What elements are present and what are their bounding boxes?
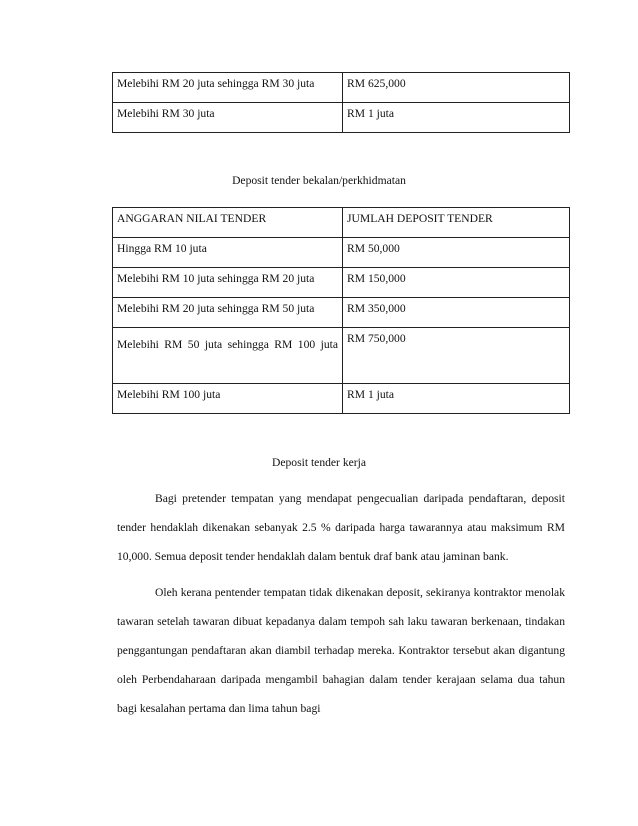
table-cell: RM 150,000 [343,268,570,298]
paragraph: Oleh kerana pentender tempatan tidak dikenakan deposit, sekiranya kontraktor menolak tawaran setelah tawaran dibuat kepadanya dalam tempoh sah laku tawaran berkenaan, tindakan penggantungan pendaftaran akan diambil terhadap mereka. Kontraktor tersebut akan digantung oleh Perbendaharaan daripada mengambil bahagian dalam tender kerajaan selama dua tahun bagi kesalahan pertama dan lima tahun bagi [117,586,565,715]
cell-text: Melebihi RM 50 juta sehingga RM 100 juta [117,338,338,351]
paragraph: Bagi pretender tempatan yang mendapat pengecualian daripada pendaftaran, deposit tender hendaklah dikenakan sebanyak 2.5 % daripada harga tawarannya atau maksimum RM 10,000. Semua deposit tender hendaklah dalam bentuk draf bank atau jaminan bank. [117,492,565,563]
table-cell: RM 1 juta [343,103,570,133]
table-cell [113,328,343,384]
table-row [113,298,570,328]
table-cell: RM 1 juta [343,384,570,414]
table-cell: Melebihi RM 20 juta sehingga RM 30 juta [113,73,343,103]
supplies-deposit-table [112,207,570,414]
works-deposit-table-continued [112,72,570,133]
table-cell: Melebihi RM 10 juta sehingga RM 20 juta [113,268,343,298]
table-cell: Melebihi RM 30 juta [113,103,343,133]
table-cell: Hingga RM 10 juta [113,238,343,268]
table-row [113,73,570,103]
table-cell: Melebihi RM 100 juta [113,384,343,414]
table-row [113,384,570,414]
table-cell: Melebihi RM 20 juta sehingga RM 50 juta [113,298,343,328]
table-header-row [113,208,570,238]
table-cell: RM 350,000 [343,298,570,328]
table-row [113,268,570,298]
table-cell: RM 50,000 [343,238,570,268]
works-deposit-caption: Deposit tender kerja [271,456,366,469]
column-header: JUMLAH DEPOSIT TENDER [343,208,570,238]
table-row [113,103,570,133]
table-cell: RM 750,000 [343,328,570,384]
table-cell: RM 625,000 [343,73,570,103]
supplies-deposit-caption: Deposit tender bekalan/perkhidmatan [232,174,406,187]
column-header: ANGGARAN NILAI TENDER [113,208,343,238]
table-row [113,328,570,384]
body-text [117,484,565,723]
table-row [113,238,570,268]
